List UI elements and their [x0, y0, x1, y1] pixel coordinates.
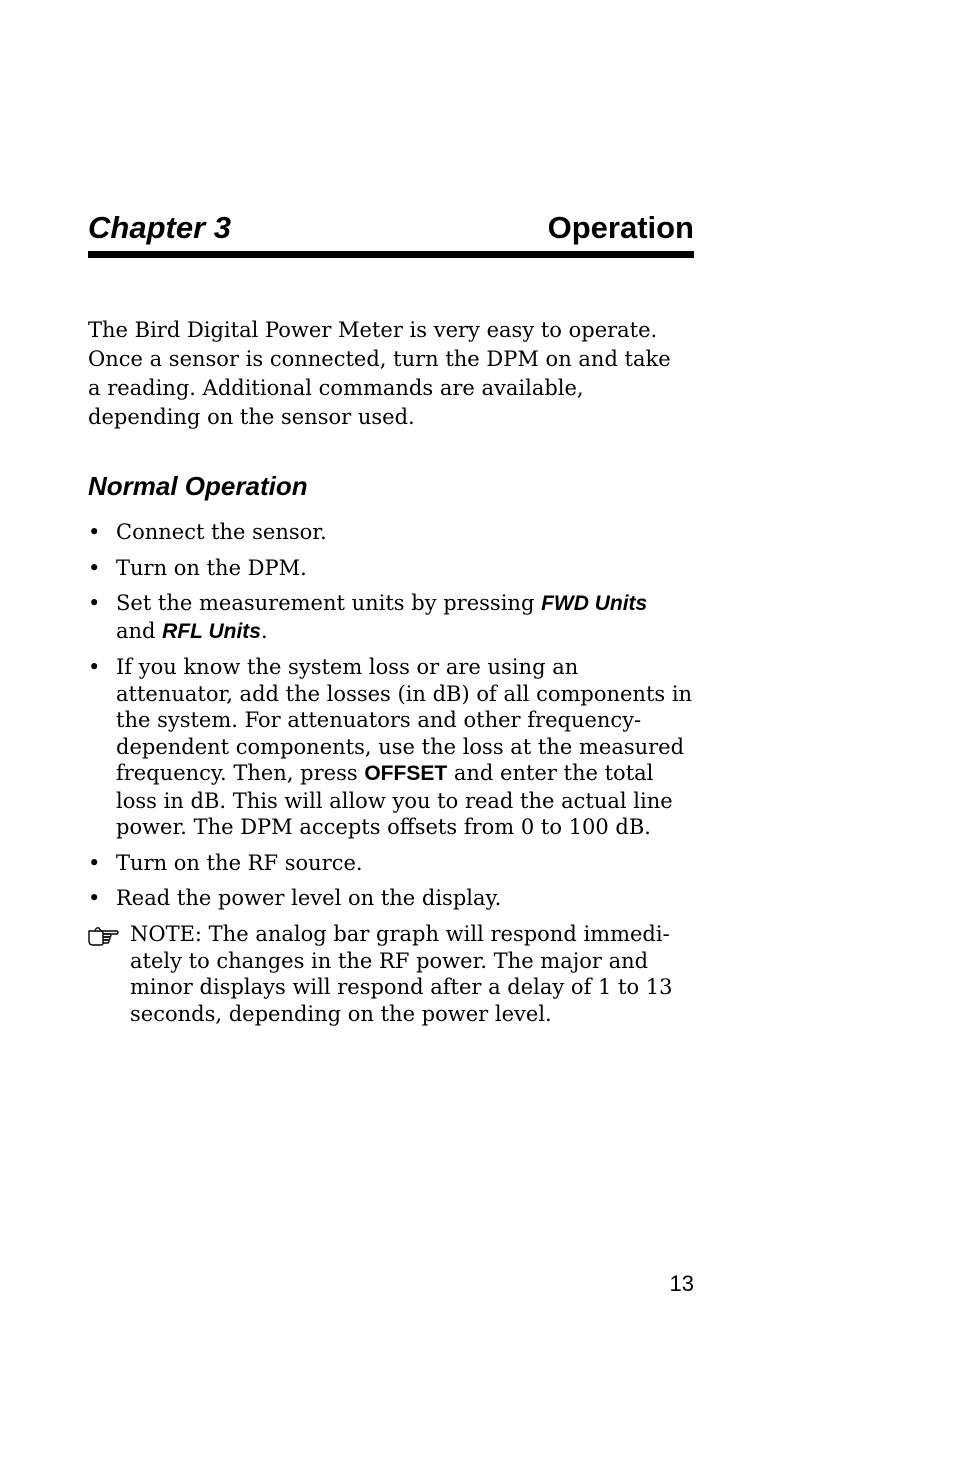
chapter-header	[88, 206, 694, 254]
step-text: If you know the system loss or are using an attenuator, add the losses (in dB) of all components in the system. For attenuators and other frequency-dependent components, use the loss at the measured frequency. Then, press	[116, 655, 693, 785]
intro-line: The Bird Digital Power Meter is very easy to operate.	[88, 318, 658, 342]
list-item	[88, 590, 694, 645]
step-text: Read the power level on the display.	[116, 886, 502, 910]
section-heading: Normal Operation	[88, 471, 308, 501]
fwd-units-key: FWD Units	[541, 592, 648, 615]
bullet-icon: •	[88, 886, 101, 910]
step-text: .	[260, 618, 268, 643]
offset-key: OFFSET	[364, 762, 448, 785]
intro-line: a reading. Additional commands are available,	[88, 376, 584, 400]
chapter-title: Operation	[547, 210, 694, 245]
list-item	[88, 654, 694, 841]
pointing-hand-icon	[88, 925, 120, 947]
step-text: Connect the sensor.	[116, 520, 327, 544]
chapter-label: Chapter 3	[88, 210, 231, 245]
bullet-icon: •	[88, 655, 101, 679]
step-text: Turn on the DPM.	[116, 555, 307, 580]
intro-paragraph	[88, 316, 694, 432]
operation-steps-list	[88, 519, 694, 921]
intro-line: Once a sensor is connected, turn the DPM on and take	[88, 347, 671, 371]
bullet-icon: •	[88, 850, 101, 875]
page-number: 13	[669, 1271, 694, 1296]
rfl-units-key: RFL Units	[162, 619, 261, 643]
list-item	[88, 850, 694, 877]
step-text: and enter the total loss in dB. This will allow you to read the actual line power. The DPM accepts offsets from 0 to 100 dB.	[116, 761, 673, 839]
step-text: Turn on the RF source.	[116, 850, 363, 875]
header-rule	[88, 251, 694, 258]
bullet-icon: •	[88, 555, 101, 580]
note-text: NOTE: The analog bar graph will respond immedi-ately to changes in the RF power. The major and minor displays will respond after a delay of 1 to 13 seconds, depending on the power level.	[130, 922, 673, 1026]
step-text: Set the measurement units by pressing	[116, 591, 542, 615]
intro-line: depending on the sensor used.	[88, 405, 415, 429]
step-text: and	[116, 618, 163, 643]
bullet-icon: •	[88, 520, 101, 544]
list-item	[88, 555, 694, 582]
note-block	[88, 921, 694, 1027]
bullet-icon: •	[88, 591, 101, 615]
list-item	[88, 885, 694, 912]
list-item	[88, 519, 694, 546]
